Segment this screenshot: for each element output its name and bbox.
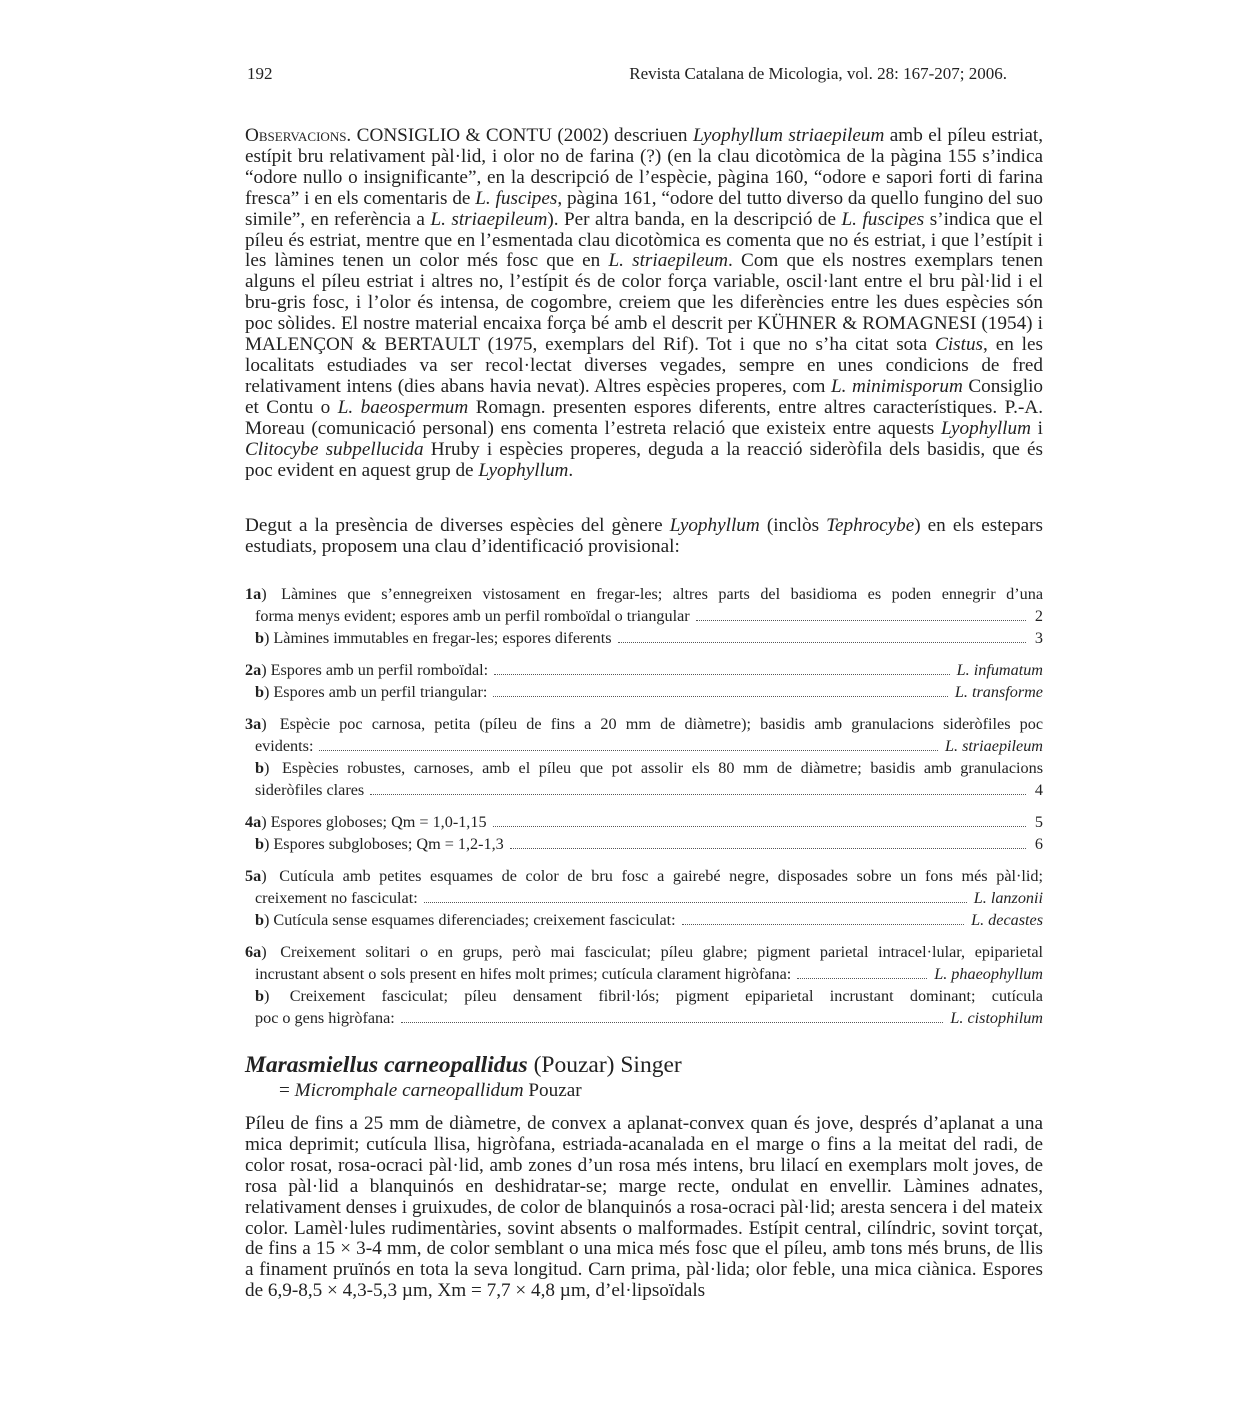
species-description: Píleu de fins a 25 mm de diàmetre, de convex a aplanat-convex quan és jove, després d’aplanat a una mica deprimit; cutícula llisa, higròfana, estriada-acanalada en el marge o fins a la meitat del radi, de color rosat, rosa-ocraci pàl·lid, amb zones d’un rosa més intens, bru lilací en exemplars molt joves, de rosa pàl·lid a blanquinós en deshidratar-se; marge recte, ondulat en envellir. Làmines adnates, relativament denses i gruixudes, de color de blanquinós a rosa-ocraci pàl·lid; aresta sencera i del mateix color. Lamèl·lules rudimentàries, sovint absents o malformades. Estípit central, cilíndric, sovint torçat, de fins a 15 × 3-4 mm, de color semblant o una mica més fosc que el píleu, amb tons més bruns, de llis a finament pruïnós en tota la seva longitud. Carn prima, pàl·lida; olor feble, una mica ciànica. Espores de 6,9-8,5 × 4,3-5,3 µm, Xm = 7,7 × 4,8 µm, d’el·lipsoïdals bbox=[245, 1113, 1043, 1302]
key-lead-5a-cont: creixement no fasciculat: L. lanzonii bbox=[255, 889, 1043, 907]
key-target: 3 bbox=[1034, 629, 1043, 647]
key-target: L. infumatum bbox=[956, 661, 1043, 679]
genus-name: Tephrocybe bbox=[826, 515, 915, 536]
key-couplet-2 bbox=[245, 659, 1043, 703]
species-name: L. fuscipes bbox=[475, 187, 558, 209]
key-target: 6 bbox=[1034, 835, 1043, 853]
key-target: L. striaepileum bbox=[944, 737, 1043, 755]
key-target: 4 bbox=[1034, 781, 1043, 799]
observations-paragraph: Observacions. CONSIGLIO & CONTU (2002) descriuen Lyophyllum striaepileum amb el píleu estriat, estípit bru relativament pàl·lid, i olor no de farina (?) (en la clau dicotòmica de la pàgina 155 s’indica “odore nullo o insignificante”, en la descripció de l’espècie, pàgina 160, “odore e sapori forti di farina fresca” i en els comentaris de L. fuscipes, pàgina 161, “odore del tutto diverso da quello fungino del suo simile”, en referència a L. striaepileum). Per altra banda, en la descripció de L. fuscipes s’indica que el píleu és estriat, mentre que en l’esmentada clau dicotòmica es comenta que no és estriat, i que l’estípit i les làmines tenen un color més fosc que en L. striaepileum. Com que els nostres exemplars tenen alguns el píleu estriat i altres no, l’estípit és de color força variable, oscil·lant entre el bru pàl·lid i el bru-gris fosc, i l’olor és intensa, de cogombre, creiem que les diferències entre les dues espècies són poc sòlides. El nostre material encaixa força bé amb el descrit per KÜHNER & ROMAGNESI (1954) i MALENÇON & BERTAULT (1975, exemplars del Rif). Tot i que no s’ha citat sota Cistus, en les localitats estudiades va ser recol·lectat diverses vegades, sempre en unes condicions de fred relativament intens (dies abans havia nevat). Altres espècies properes, com L. minimisporum Consiglio et Contu o L. baeospermum Romagn. presenten espores diferents, entre altres característiques. P.-A. Moreau (comunicació personal) ens comenta l’estreta relació que existeix entre aquests Lyophyllum i Clitocybe subpellucida Hruby i espècies properes, deguda a la reacció sideròfila dels basidis, que és poc evident en aquest grup de Lyophyllum. bbox=[245, 125, 1044, 481]
observations-heading: Observacions. bbox=[245, 125, 352, 146]
species-title-name: Marasmiellus carneopallidus bbox=[245, 1052, 528, 1078]
species-name: L. fuscipes bbox=[841, 208, 925, 230]
key-target: L. phaeophyllum bbox=[934, 965, 1043, 983]
journal-citation: Revista Catalana de Micologia, vol. 28: 167-207; 2006. bbox=[629, 64, 1007, 83]
key-couplet-6 bbox=[245, 941, 1043, 1029]
genus-name: Lyophyllum bbox=[478, 459, 569, 481]
key-lead-1b: b) Làmines immutables en fregar-les; espores diferents 3 bbox=[255, 629, 1043, 647]
key-lead-6a-cont: incrustant absent o sols present en hifes molt primes; cutícula clarament higròfana: L. phaeophyllum bbox=[255, 965, 1043, 983]
synonym-name: Micromphale carneopallidum bbox=[294, 1080, 524, 1101]
key-target: L. decastes bbox=[971, 911, 1043, 929]
running-header bbox=[247, 64, 1007, 88]
key-lead-3a: 3a) Espècie poc carnosa, petita (píleu de fins a 20 mm de diàmetre); basidis amb granulacions sideròfiles poc bbox=[245, 715, 1043, 733]
genus-name: Cistus bbox=[935, 334, 984, 356]
key-lead-6a: 6a) Creixement solitari o en grups, però mai fasciculat; píleu glabre; pigment parietal intracel·lular, epiparietal bbox=[245, 943, 1043, 961]
key-lead-6b: b) Creixement fasciculat; píleu densament fibril·lós; pigment epiparietal incrustant dominant; cutícula bbox=[255, 987, 1043, 1005]
leader-dots bbox=[510, 848, 1026, 849]
leader-dots bbox=[618, 642, 1026, 643]
key-lead-4a: 4a) Espores globoses; Qm = 1,0-1,15 5 bbox=[245, 813, 1043, 831]
key-lead-6b-cont: poc o gens higròfana: L. cistophilum bbox=[255, 1009, 1043, 1027]
leader-dots bbox=[493, 826, 1026, 827]
leader-dots bbox=[682, 924, 964, 925]
species-authority: (Pouzar) Singer bbox=[533, 1052, 682, 1078]
key-couplet-5 bbox=[245, 865, 1043, 931]
leader-dots bbox=[401, 1022, 944, 1023]
key-target: 5 bbox=[1034, 813, 1043, 831]
species-synonym: = Micromphale carneopallidum Pouzar bbox=[279, 1080, 582, 1101]
species-name: L. minimisporum bbox=[830, 375, 963, 397]
key-couplet-3 bbox=[245, 713, 1043, 801]
key-lead-5b: b) Cutícula sense esquames diferenciades; creixement fasciculat: L. decastes bbox=[255, 911, 1043, 929]
page-number: 192 bbox=[247, 64, 273, 83]
key-target: 2 bbox=[1034, 607, 1043, 625]
leader-dots bbox=[494, 674, 949, 675]
species-name: L. striaepileum bbox=[430, 208, 548, 230]
key-lead-2a: 2a) Espores amb un perfil romboïdal: L. infumatum bbox=[245, 661, 1043, 679]
species-name: Clitocybe subpellucida bbox=[245, 438, 424, 460]
species-title bbox=[245, 1052, 682, 1079]
leader-dots bbox=[370, 794, 1026, 795]
leader-dots bbox=[696, 620, 1026, 621]
leader-dots bbox=[797, 978, 927, 979]
species-name: Lyophyllum striaepileum bbox=[692, 125, 885, 146]
key-target: L. lanzonii bbox=[973, 889, 1043, 907]
species-name: L. baeospermum bbox=[337, 396, 469, 418]
key-lead-2b: b) Espores amb un perfil triangular: L. transforme bbox=[255, 683, 1043, 701]
leader-dots bbox=[319, 750, 938, 751]
key-lead-4b: b) Espores subgloboses; Qm = 1,2-1,3 6 bbox=[255, 835, 1043, 853]
key-target: L. cistophilum bbox=[950, 1009, 1043, 1027]
key-lead-1a-cont: forma menys evident; espores amb un perfil romboïdal o triangular 2 bbox=[255, 607, 1043, 625]
key-lead-3b-cont: sideròfiles clares 4 bbox=[255, 781, 1043, 799]
key-lead-3a-cont: evidents: L. striaepileum bbox=[255, 737, 1043, 755]
species-name: L. striaepileum bbox=[608, 250, 729, 272]
leader-dots bbox=[424, 902, 967, 903]
key-introduction: Degut a la presència de diverses espècies del gènere Lyophyllum (inclòs Tephrocybe) en els estepars estudiats, proposem una clau d’identificació provisional: bbox=[245, 515, 1044, 557]
key-lead-1a: 1a) Làmines que s’ennegreixen vistosament en fregar-les; altres parts del basidioma es poden ennegrir d’una bbox=[245, 585, 1044, 603]
genus-name: Lyophyllum bbox=[669, 515, 760, 536]
genus-name: Lyophyllum bbox=[940, 417, 1031, 439]
leader-dots bbox=[493, 696, 947, 697]
key-couplet-1 bbox=[245, 583, 1043, 649]
key-couplet-4 bbox=[245, 811, 1043, 855]
key-lead-5a: 5a) Cutícula amb petites esquames de color de bru fosc a gairebé negre, disposades sobre un fons més pàl·lid; bbox=[245, 867, 1043, 885]
key-lead-3b: b) Espècies robustes, carnoses, amb el píleu que pot assolir els 80 mm de diàmetre; basidis amb granulacions bbox=[255, 759, 1044, 777]
dichotomous-key bbox=[245, 583, 1043, 1039]
key-target: L. transforme bbox=[954, 683, 1043, 701]
